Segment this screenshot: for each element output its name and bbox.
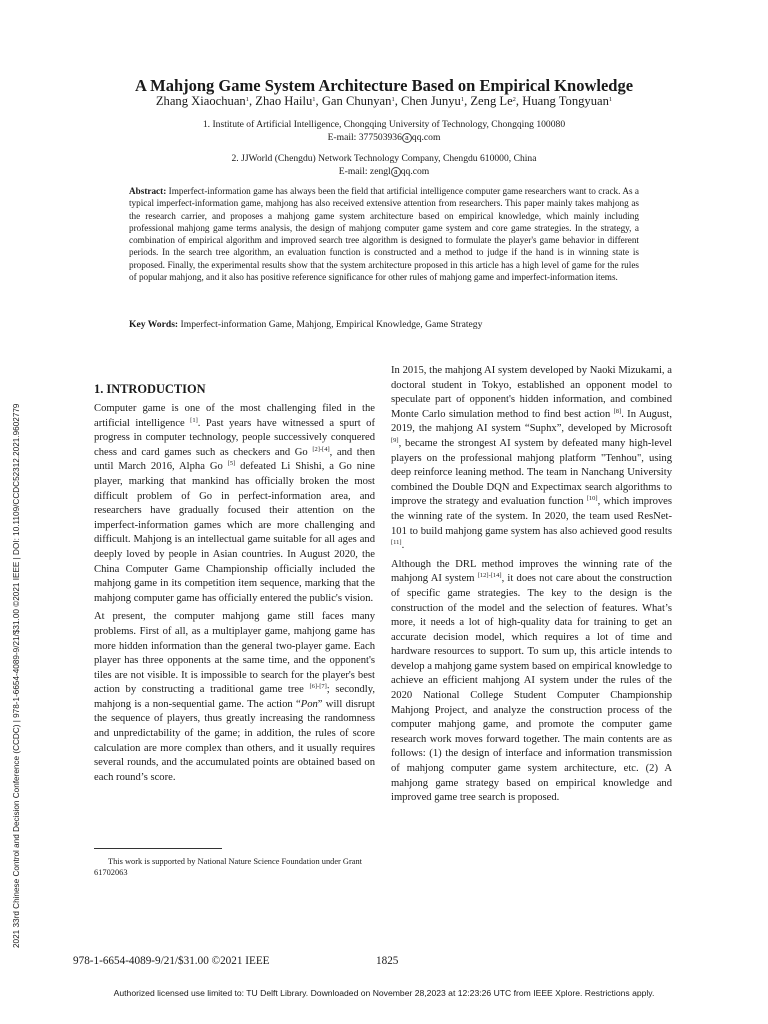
author-name: Gan Chunyan [321, 94, 392, 108]
at-sign-icon: a [391, 167, 401, 177]
citation: [6]-[7] [309, 683, 327, 691]
abstract [129, 185, 639, 283]
isbn-copyright: 978-1-6654-4089-9/21/$31.00 ©2021 IEEE [73, 955, 270, 967]
paragraph: In 2015, the mahjong AI system developed by Naoki Mizukami, a doctoral student in Tokyo, established an opponent model to speculate part of opponent's hidden information, and combined Monte Carlo simulation method to find best action [8]. In August, 2019, the mahjong AI system “Suphx”, developed by Microsoft [9], became the strongest AI system by defeated many high-level players on the professional mahjong platform "Tenhou", using deep reinforce leaning method. The team in Nanchang University combined the Double DQN and Expectimax search algorithms to improve the strategy and evaluation function [10], which improves the winning rate of the system. In 2020, the team used ResNet-101 to build mahjong game system has also achieved good results [11]. [391, 365, 672, 552]
footnote: This work is supported by National Nature Science Foundation under Grant 61702063 [94, 857, 362, 877]
license-notice: Authorized licensed use limited to: TU Delft Library. Downloaded on November 28,2023 at 12:23:26 UTC from IEEE Xplore. Restrictions apply. [113, 988, 655, 998]
author-name: Zhao Hailu [255, 94, 313, 108]
abstract-text: Imperfect-information game has always been the field that artificial intelligence computer game researchers want to crack. As a typical imperfect-information game, mahjong has also received extensive attention from researchers. This paper mainly takes mahjong as the research carrier, and proposes a mahjong game system architecture based on empirical knowledge, which mainly including professional mahjong game terms analysis, the design of mahjong computer game system and core game strategies. In the strategy, a combination of empirical algorithm and improved search tree algorithm is designed to formulate the player's game behavior in different periods. In the search tree algorithm, an evaluation function is constructed and a method to judge if the hand is in winning state is proposed. Finally, the experimental results show that the system architecture proposed in this article has a high level of game for the rules of popular mahjong, and it also has positive reference significance for other rules of mahjong game and imperfect-information items. [129, 186, 639, 283]
citation: [2]-[4] [312, 445, 330, 453]
conference-sidebar: 2021 33rd Chinese Control and Decision Conference (CCDC) | 978-1-6654-4089-9/21/$31.00 ©2021 IEEE | DOI: 10.1109/CCDC52312.2021.9602779 [12, 403, 21, 948]
footnote-divider [94, 848, 222, 849]
affiliation-1 [0, 118, 768, 144]
citation: [5] [227, 460, 236, 468]
author-list: Zhang Xiaochuan$^1$, Zhao Hailu$^1$, Gan Chunyan$^1$, Chen Junyu$^1$, Zeng Le$^2$, Huang Tongyuan$^1$ [155, 94, 613, 108]
author-affil-mark: 1 [460, 96, 465, 103]
author-affil-mark: 1 [245, 96, 249, 103]
section-heading: 1. INTRODUCTION [94, 382, 206, 396]
paragraph: Computer game is one of the most challenging filed in the artificial intelligence [1]. Past years have witnessed a spurt of progress in computer technology, people successively conquered chess and card games such as checkers and Go [2]-[4], and then until March 2016, Alpha Go [5] defeated Li Shishi, a Go nine player, marking that mankind has officially broken the most difficult problem of Go in perfect-information area, and researchers have gradually focused their attention on the imperfect-information games which are more challenging and difficult. Mahjong is an intellectual game suitable for all ages and deeply loved by people in Asian countries. In August 2020, the China Computer Game Championship officially included the mahjong game in its competition item sequence, marking that the mahjong computer game has officially entered the public's vision. [94, 403, 375, 604]
author-affil-mark: 2 [512, 96, 516, 103]
author-name: Huang Tongyuan [522, 94, 609, 108]
right-column [391, 364, 672, 810]
citation: [12]-[14] [477, 572, 502, 580]
author-name: Zeng Le [470, 94, 513, 108]
author-name: Chen Junyu [400, 94, 461, 108]
keywords [129, 319, 639, 330]
author-affil-mark: 1 [608, 96, 613, 103]
keywords-text: Imperfect-information Game, Mahjong, Empirical Knowledge, Game Strategy [180, 319, 483, 330]
at-sign-icon: a [402, 133, 412, 143]
keywords-label: Key Words: [129, 319, 179, 330]
citation: [8] [613, 407, 622, 415]
citation: [10] [586, 495, 598, 503]
citation: [1] [190, 416, 198, 424]
paper-title: A Mahjong Game System Architecture Based on Empirical Knowledge [134, 76, 634, 95]
author-name: Zhang Xiaochuan [155, 94, 246, 108]
abstract-label: Abstract: [129, 186, 167, 196]
paragraph: Although the DRL method improves the winning rate of the mahjong AI system [12]-[14], it does not care about the construction of specific game strategies. The key to the design is the construction of the model and the selection of features. What’s more, it needs a lot of high-quality data for training to get an accurate decision model, which requires a lot of time and hardware resources to support. To sum up, this article intends to develop a mahjong game system based on empirical knowledge to achieve an efficient mahjong AI system under the rules of the 2020 National College Student Computer Championship Mahjong Project, and analyze the construction process of the computer mahjong game, and promote the computer game research work moves forward together. The main contents are as follows: (1) the design of interface and information transmission of mahjong computer game system architecture, etc. (2) A mahjong game strategy based on empirical knowledge and improved game tree search is proposed. [391, 558, 672, 804]
pon-term: Pon [300, 698, 318, 710]
citation: [9] [391, 436, 399, 444]
affiliation-email: E-mail: zengl a qq.com [338, 166, 430, 177]
author-affil-mark: 1 [391, 96, 395, 103]
page-number: 1825 [376, 955, 399, 967]
affiliation-2 [0, 152, 768, 178]
citation: [11] [391, 539, 402, 547]
author-affil-mark: 1 [312, 96, 316, 103]
left-column [94, 402, 375, 789]
paragraph: At present, the computer mahjong game still faces many problems. First of all, as a multiplayer game, mahjong game has more hidden information than the general two-player game. Each player has three opponents at the same time, and the opponent's tiles are not visible. It is impossible to search for the player's best action by constructing a traditional game tree [6]-[7]; secondly, mahjong is a non-sequential game. The action “Pon” will disrupt the sequence of players, thus greatly increasing the randomness and unpredictability of the game; in addition, the rules of score calculation are more complex than others, and it usually requires several rounds, and the accumulated points are obtained based on each round’s score. [94, 611, 375, 783]
affiliation-line: 1. Institute of Artificial Intelligence, Chongqing University of Technology, Chongqing 100080 [202, 119, 566, 130]
affiliation-line: 2. JJWorld (Chengdu) Network Technology Company, Chengdu 610000, China [231, 153, 537, 164]
affiliation-email: E-mail: 377503936 a qq.com [327, 132, 441, 143]
